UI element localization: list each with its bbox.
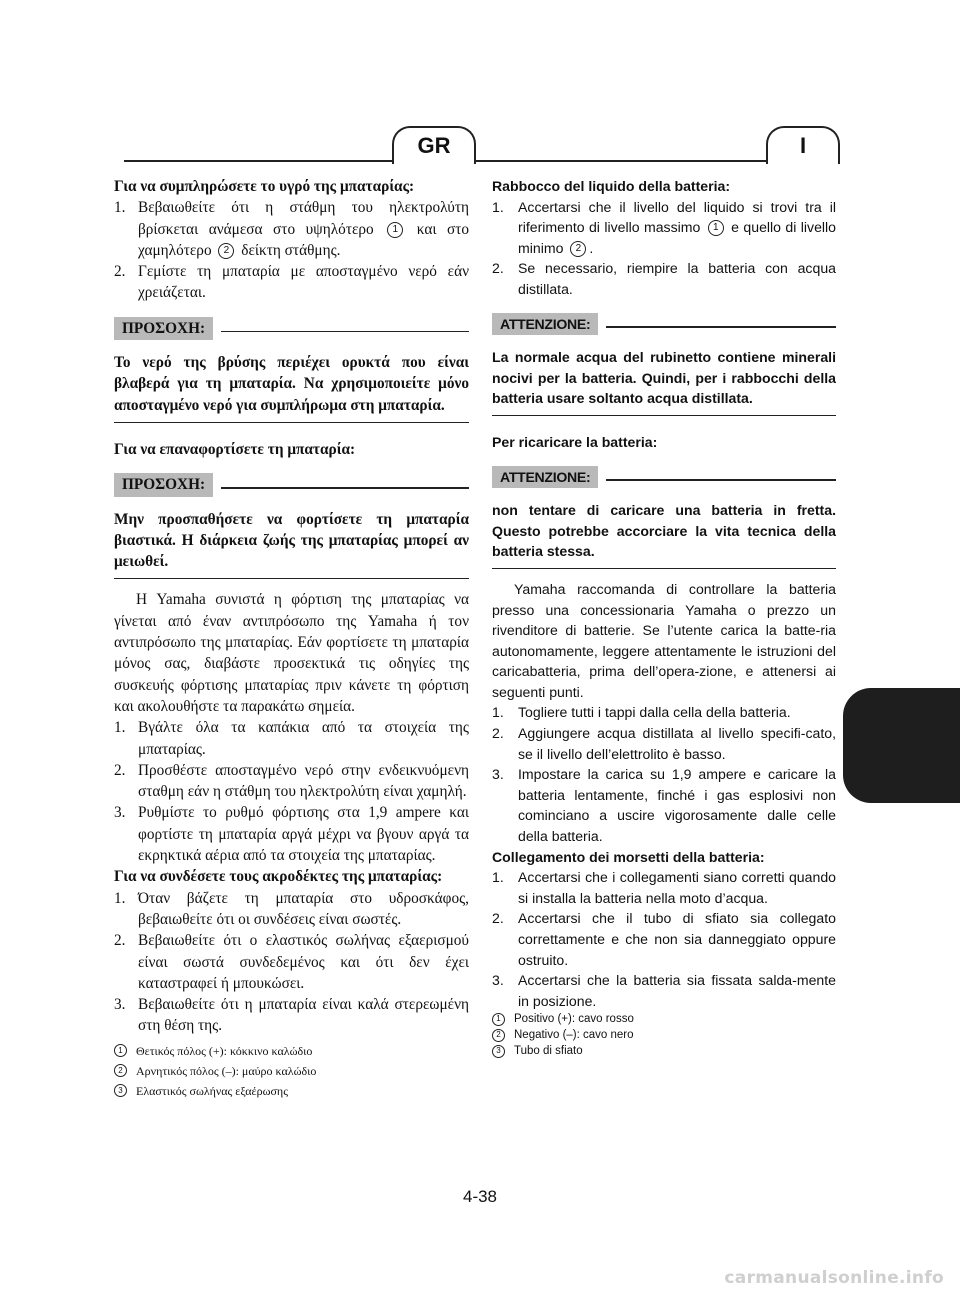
it-step-text-part: .	[589, 239, 594, 256]
gr-step	[114, 802, 469, 866]
callout-2: 2	[570, 241, 586, 257]
caution-rule	[221, 487, 469, 489]
gr-step-text: Βεβαιωθείτε ότι η μπαταρία είναι καλά στερεωμένη στη θέση της.	[138, 996, 469, 1035]
it-step-text: Accertarsi che il tubo di sfiato sia collegato correttamente e che non sia danneggiato oppure ostruito.	[518, 910, 836, 968]
gr-heading-terminals: Για να συνδέσετε τους ακροδέκτες της μπαταρίας:	[114, 868, 443, 886]
gr-step-number: 2.	[114, 263, 126, 281]
callout-1: 1	[492, 1013, 505, 1026]
it-heading-terminals: Collegamento dei morsetti della batteria:	[492, 848, 765, 865]
caution-rule	[606, 326, 836, 328]
gr-step-number: 1.	[114, 889, 126, 907]
it-caution-header	[492, 466, 836, 489]
it-step-number: 1.	[492, 704, 504, 721]
gr-step-text-part: Βεβαιωθείτε ότι η στάθμη του ηλεκτρολύτη βρίσκεται ανάμεσα στο υψηλότερο	[138, 199, 469, 238]
it-heading-recharge: Per ricaricare la batteria:	[492, 433, 658, 450]
it-legend-item	[492, 1043, 836, 1059]
gr-caution-label: ΠΡΟΣΟΧΗ:	[114, 473, 213, 496]
gr-step-number: 2.	[114, 761, 126, 779]
it-step-text: Impostare la carica su 1,9 ampere e caricare la batteria lentamente, finché i gas esplosivi non cominciano a uscire vigorosamente dalle celle della batteria.	[518, 766, 836, 845]
it-step-text: Togliere tutti i tappi dalla cella della batteria.	[518, 704, 791, 721]
it-legend-text: Positivo (+): cavo rosso	[514, 1013, 634, 1026]
gr-caution-header	[114, 473, 469, 496]
gr-step-text-part: και στο χαμηλότερο	[138, 220, 470, 259]
it-legend-text: Tubo di sfiato	[514, 1045, 583, 1058]
it-step	[492, 908, 836, 970]
header-rule	[124, 160, 836, 162]
callout-3: 3	[492, 1045, 505, 1058]
it-step-text-part: e quello di livello minimo	[518, 219, 837, 256]
it-step-number: 3.	[492, 972, 504, 989]
it-step	[492, 702, 836, 723]
gr-legend-item	[114, 1081, 469, 1101]
it-paragraph: Yamaha raccomanda di controllare la batteria presso una concessionaria Yamaha o prezzo un rivenditore di batterie. Se l’utente carica la batte-ria autonomamente, leggere attentamente le istruzioni del caricabatteria, prima dell’opera-zione, e attenersi ai seguenti punti.	[492, 580, 836, 700]
watermark: carmanualsonline.info	[724, 1268, 944, 1288]
it-step-text: Se necessario, riempire la batteria con acqua distillata.	[518, 260, 836, 297]
gr-step-text: Γεμίστε τη μπαταρία με αποσταγμένο νερό εάν χρειάζεται.	[138, 263, 469, 302]
page-number: 4-38	[462, 1187, 498, 1206]
caution-rule	[606, 479, 836, 481]
it-step-text: Aggiungere acqua distillata al livello specifi-cato, se il livello dell’elettrolito è basso.	[518, 725, 836, 762]
greek-column	[114, 176, 469, 1101]
it-step	[492, 970, 836, 1011]
gr-caution-label: ΠΡΟΣΟΧΗ:	[114, 317, 213, 340]
gr-legend-text: Αρνητικός πόλος (–): μαύρο καλώδιο	[136, 1063, 317, 1078]
it-step	[492, 764, 836, 846]
it-legend-text: Negativo (–): cavo nero	[514, 1029, 634, 1042]
caution-rule	[221, 331, 469, 333]
gr-step-text-part: δείκτη στάθμης.	[241, 241, 341, 259]
it-step-number: 2.	[492, 725, 504, 742]
it-step	[492, 867, 836, 908]
gr-step	[114, 994, 469, 1037]
it-step-text-part: Accertarsi che il livello del liquido si trovi tra il riferimento di livello massimo	[518, 198, 836, 236]
callout-1: 1	[114, 1044, 127, 1057]
callout-2: 2	[492, 1029, 505, 1042]
italian-column	[492, 176, 836, 1059]
it-step	[492, 197, 836, 259]
gr-step	[114, 888, 469, 931]
it-step-text: Accertarsi che la batteria sia fissata salda-mente in posizione.	[518, 972, 836, 1009]
gr-legend-text: Ελαστικός σωλήνας εξαέρωσης	[136, 1083, 288, 1098]
gr-step	[114, 717, 469, 760]
gr-step	[114, 261, 469, 304]
it-legend-item	[492, 1011, 836, 1027]
it-caution-header	[492, 313, 836, 336]
gr-legend-item	[114, 1061, 469, 1081]
gr-step	[114, 760, 469, 803]
it-step-text	[518, 197, 836, 259]
callout-1: 1	[708, 220, 724, 236]
gr-step-number: 3.	[114, 996, 126, 1014]
gr-step-text	[138, 197, 469, 261]
it-step-number: 2.	[492, 260, 504, 277]
gr-step-number: 3.	[114, 804, 126, 822]
gr-step-text: Όταν βάζετε τη μπαταρία στο υδροσκάφος, βεβαιωθείτε ότι οι συνδέσεις είναι σωστές.	[138, 889, 469, 928]
gr-legend-text: Θετικός πόλος (+): κόκκινο καλώδιο	[136, 1043, 313, 1058]
gr-step	[114, 930, 469, 994]
language-tab-italian: I	[766, 126, 840, 164]
gr-step-text: Ρυθμίστε το ρυθμό φόρτισης στα 1,9 ampere και φορτίστε τη μπαταρία αργά μέχρι να βγουν αργά τα εκρηκτικά αέρια από τα στοιχεία της μπαταρίας.	[138, 804, 469, 865]
gr-caution-text: Το νερό της βρύσης περιέχει ορυκτά που είναι βλαβερά για τη μπαταρία. Να χρησιμοποιείτε μόνο αποσταγμένο νερό για συμπλήρωμα στη μπαταρία.	[114, 352, 469, 423]
it-caution-text: non tentare di caricare una batteria in fretta. Questo potrebbe accorciare la vita tecnica della batteria stessa.	[492, 500, 836, 569]
it-heading-fill: Rabbocco del liquido della batteria:	[492, 178, 731, 194]
callout-1: 1	[387, 222, 403, 238]
gr-step-number: 1.	[114, 199, 126, 217]
callout-2: 2	[218, 243, 234, 259]
it-step	[492, 723, 836, 764]
it-caution-text: La normale acqua del rubinetto contiene minerali nocivi per la batteria. Quindi, per i rabbocchi della batteria usare soltanto acqua distillata.	[492, 347, 836, 416]
gr-heading-fill: Για να συμπληρώσετε το υγρό της μπαταρίας:	[114, 178, 415, 195]
gr-step	[114, 197, 469, 261]
gr-caution-text: Μην προσπαθήσετε να φορτίσετε τη μπαταρία βιαστικά. Η διάρκεια ζωής της μπαταρίας μπορεί αν μειωθεί.	[114, 509, 469, 580]
it-step-number: 3.	[492, 766, 504, 783]
language-tab-greek: GR	[392, 126, 476, 164]
it-caution-label: ATTENZIONE:	[492, 313, 598, 336]
it-step-number: 2.	[492, 910, 504, 927]
gr-legend-item	[114, 1041, 469, 1061]
it-step-number: 1.	[492, 869, 504, 886]
gr-paragraph: Η Yamaha συνιστά η φόρτιση της μπαταρίας να γίνεται από έναν αντιπρόσωπο της Yamaha ή τον αντιπρόσωπο της μπαταρίας. Εάν φορτίσετε τη μπαταρία μόνος σας, διαβάστε προσεκτικά τις οδηγίες της συσκευής φόρτισης μπαταρίας πριν κάνετε τη φόρτιση και ακολουθήστε τα παρακάτω σημεία.	[114, 591, 469, 715]
chapter-thumb-tab	[843, 688, 960, 803]
gr-heading-recharge: Για να επαναφορτίσετε τη μπαταρία:	[114, 440, 356, 458]
it-caution-label: ATTENZIONE:	[492, 466, 598, 489]
gr-step-number: 1.	[114, 719, 126, 737]
gr-step-text: Βγάλτε όλα τα καπάκια από τα στοιχεία της μπαταρίας.	[138, 719, 469, 758]
gr-step-text: Βεβαιωθείτε ότι ο ελαστικός σωλήνας εξαερισμού είναι σωστά συνδεδεμένος και ότι δεν έχει καταστραφεί ή μπουκώσει.	[138, 932, 469, 992]
it-step	[492, 258, 836, 299]
callout-2: 2	[114, 1064, 127, 1077]
it-step-text: Accertarsi che i collegamenti siano corretti quando si installa la batteria nella moto d’acqua.	[518, 869, 836, 906]
it-legend-item	[492, 1027, 836, 1043]
it-step-number: 1.	[492, 198, 504, 215]
gr-step-number: 2.	[114, 932, 126, 950]
callout-3: 3	[114, 1084, 127, 1097]
gr-step-text: Προσθέστε αποσταγμένο νερό στην ενδεικνυόμενη σταθμη εάν η στάθμη του ηλεκτρολύτη είναι χαμηλή.	[138, 761, 469, 801]
gr-caution-header	[114, 317, 469, 340]
